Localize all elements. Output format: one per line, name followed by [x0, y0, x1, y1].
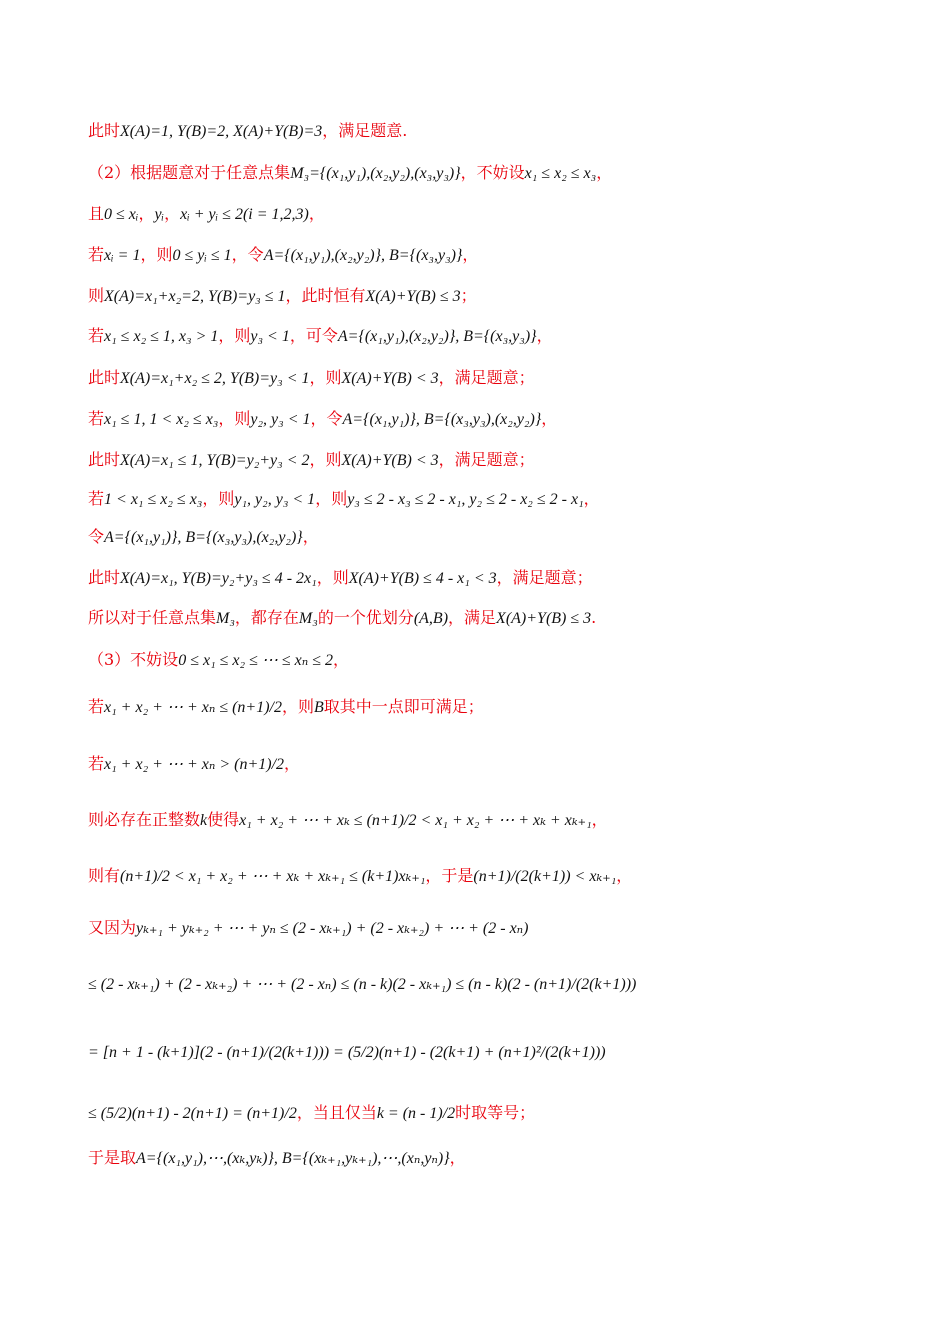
- prose-text: ，当且仅当: [296, 1103, 377, 1122]
- line-l19: [88, 916, 910, 941]
- math-expression: yₖ₊₁ + yₖ₊₂ + ⋯ + yₙ ≤ (2 - xₖ₊₁) + (2 - xₖ₊₂) + ⋯ + (2 - xₙ): [136, 920, 529, 937]
- math-expression: (n+1)/(2(k+1)) < xₖ₊₁: [473, 868, 617, 885]
- math-expression: 0 ≤ x₁ ≤ x₂ ≤ ⋯ ≤ xₙ ≤ 2: [178, 652, 334, 669]
- math-expression: X(A)+Y(B) ≤ 4 - x₁ < 3: [348, 570, 497, 587]
- prose-text: ，满足题意；: [438, 368, 535, 387]
- math-expression: X(A)=x₁+x₂=2, Y(B)=y₃ ≤ 1: [104, 288, 286, 305]
- math-expression: x₁ + x₂ + ⋯ + xₙ > (n+1)/2: [104, 756, 285, 773]
- prose-text: （2）根据题意对于任意点集: [88, 163, 291, 182]
- prose-text: ，: [302, 527, 319, 546]
- line-l22: [88, 1101, 910, 1126]
- prose-text: ，: [596, 163, 613, 182]
- prose-text: ，不妨设: [460, 163, 525, 182]
- math-expression: A={(x₁,y₁)}, B={(x₃,y₃),(x₂,y₂)}: [342, 411, 542, 428]
- prose-text: ，: [536, 326, 553, 345]
- math-expression: x₁ + x₂ + ⋯ + xₖ ≤ (n+1)/2 < x₁ + x₂ + ⋯ + xₖ + xₖ₊₁: [239, 812, 592, 829]
- prose-text: ，则: [316, 568, 349, 587]
- math-expression: 0 ≤ yᵢ ≤ 1: [172, 247, 232, 264]
- math-expression: X(A)=x₁+x₂ ≤ 2, Y(B)=y₃ < 1: [120, 370, 310, 387]
- line-l04: [88, 243, 910, 268]
- prose-text: 令: [88, 527, 105, 546]
- prose-text: ，满足题意.: [322, 121, 408, 140]
- line-l11: [88, 525, 910, 550]
- prose-text: （3）不妨设: [88, 650, 179, 669]
- prose-text: ，: [138, 204, 155, 223]
- prose-text: ，: [591, 810, 608, 829]
- math-expression: y₃ < 1: [250, 328, 290, 345]
- line-l08: [88, 407, 910, 432]
- line-l12: [88, 566, 910, 591]
- math-expression: k = (n - 1)/2: [376, 1105, 456, 1122]
- prose-text: ，此时恒有: [285, 286, 366, 305]
- prose-text: ，: [449, 1148, 466, 1167]
- math-expression: B: [314, 699, 324, 716]
- math-expression: A={(x₁,y₁),⋯,(xₖ,yₖ)}, B={(xₖ₊₁,yₖ₊₁),⋯,(xₙ,yₙ)}: [136, 1150, 450, 1167]
- prose-text: ，: [164, 204, 181, 223]
- math-expression: x₁ ≤ x₂ ≤ 1, x₃ > 1: [104, 328, 219, 345]
- prose-text: ，: [284, 754, 301, 773]
- prose-text: ，: [462, 245, 479, 264]
- math-expression: A={(x₁,y₁),(x₂,y₂)}, B={(x₃,y₃)}: [263, 247, 463, 264]
- math-expression: A={(x₁,y₁)}, B={(x₃,y₃),(x₂,y₂)}: [104, 529, 303, 546]
- prose-text: ，则: [315, 489, 348, 508]
- prose-text: 时取等号；: [455, 1103, 536, 1122]
- prose-text: ，可令: [289, 326, 338, 345]
- prose-text: 此时: [88, 121, 121, 140]
- prose-text: 于是取: [88, 1148, 137, 1167]
- prose-text: ，令: [231, 245, 264, 264]
- prose-text: 取其中一点即可满足；: [323, 697, 484, 716]
- math-expression: M₃: [298, 610, 318, 627]
- line-l01: [88, 119, 910, 144]
- math-expression: M₃: [216, 610, 235, 627]
- prose-text: 若: [88, 489, 105, 508]
- math-expression: k: [200, 812, 208, 829]
- prose-text: ，都存在: [234, 608, 299, 627]
- prose-text: ，: [583, 489, 600, 508]
- prose-text: ，满足题意；: [438, 450, 535, 469]
- math-expression: y₁, y₂, y₃ < 1: [234, 491, 316, 508]
- math-expression: X(A)+Y(B) < 3: [341, 452, 439, 469]
- prose-text: ，则: [202, 489, 235, 508]
- prose-text: 此时: [88, 568, 121, 587]
- prose-text: 若: [88, 697, 105, 716]
- line-l05: [88, 284, 910, 309]
- prose-text: 则有: [88, 866, 121, 885]
- prose-text: ，则: [140, 245, 173, 264]
- math-expression: x₁ ≤ 1, 1 < x₂ ≤ x₃: [104, 411, 219, 428]
- math-expression: X(A)+Y(B) ≤ 3: [365, 288, 461, 305]
- prose-text: 若: [88, 326, 105, 345]
- prose-text: 使得: [207, 810, 240, 829]
- math-expression: 1 < x₁ ≤ x₂ ≤ x₃: [104, 491, 203, 508]
- math-expression: 0 ≤ xᵢ: [104, 206, 139, 223]
- line-l20: [88, 972, 910, 997]
- line-l07: [88, 366, 910, 391]
- prose-text: 若: [88, 245, 105, 264]
- prose-text: ，令: [310, 409, 343, 428]
- line-l03: [88, 202, 910, 227]
- math-expression: yᵢ: [154, 206, 165, 223]
- line-l16: [88, 752, 910, 777]
- line-l13: [88, 606, 910, 631]
- prose-text: 的一个优划分: [317, 608, 414, 627]
- line-l15: [88, 695, 910, 720]
- math-expression: X(A)+Y(B) < 3: [341, 370, 439, 387]
- math-expression: (n+1)/2 < x₁ + x₂ + ⋯ + xₖ + xₖ₊₁ ≤ (k+1)xₖ₊₁: [120, 868, 426, 885]
- line-l02: [88, 161, 910, 186]
- prose-text: 且: [88, 204, 105, 223]
- prose-text: 所以对于任意点集: [88, 608, 217, 627]
- prose-text: ；: [460, 286, 477, 305]
- prose-text: ，: [308, 204, 325, 223]
- line-l09: [88, 448, 910, 473]
- math-expression: (A,B): [413, 610, 449, 627]
- math-expression: X(A)+Y(B) ≤ 3: [496, 610, 592, 627]
- line-l17: [88, 808, 910, 833]
- prose-text: ，: [333, 650, 350, 669]
- prose-text: 又因为: [88, 918, 137, 937]
- line-l23: [88, 1146, 910, 1171]
- math-expression: ≤ (5/2)(n+1) - 2(n+1) = (n+1)/2: [88, 1105, 297, 1122]
- math-expression: xᵢ + yᵢ ≤ 2(i = 1,2,3): [180, 206, 309, 223]
- prose-text: ，则: [309, 368, 342, 387]
- line-l10: [88, 487, 910, 512]
- prose-text: ，则: [218, 326, 251, 345]
- math-expression: ≤ (2 - xₖ₊₁) + (2 - xₖ₊₂) + ⋯ + (2 - xₙ) ≤ (n - k)(2 - xₖ₊₁) ≤ (n - k)(2 - (n+1)/(2(k+1))): [88, 976, 637, 993]
- prose-text: 则: [88, 286, 105, 305]
- line-l18: [88, 864, 910, 889]
- line-l06: [88, 324, 910, 349]
- prose-text: ，则: [282, 697, 315, 716]
- math-expression: X(A)=1, Y(B)=2, X(A)+Y(B)=3: [120, 123, 323, 140]
- math-expression: x₁ ≤ x₂ ≤ x₃: [524, 165, 597, 182]
- math-expression: xᵢ = 1: [104, 247, 141, 264]
- prose-text: ，则: [309, 450, 342, 469]
- prose-text: 若: [88, 754, 105, 773]
- math-expression: x₁ + x₂ + ⋯ + xₙ ≤ (n+1)/2: [104, 699, 282, 716]
- prose-text: ，: [541, 409, 558, 428]
- math-expression: M₃={(x₁,y₁),(x₂,y₂),(x₃,y₃)}: [290, 165, 461, 182]
- prose-text: ，: [616, 866, 633, 885]
- prose-text: ，满足: [448, 608, 497, 627]
- prose-text: 若: [88, 409, 105, 428]
- math-expression: A={(x₁,y₁),(x₂,y₂)}, B={(x₃,y₃)}: [337, 328, 537, 345]
- prose-text: ，满足题意；: [496, 568, 593, 587]
- math-expression: y₃ ≤ 2 - x₃ ≤ 2 - x₁, y₂ ≤ 2 - x₂ ≤ 2 - x₁: [347, 491, 584, 508]
- prose-text: ，则: [218, 409, 251, 428]
- line-l21: [88, 1040, 910, 1065]
- prose-text: 此时: [88, 368, 121, 387]
- prose-text: 则必存在正整数: [88, 810, 201, 829]
- prose-text: ，于是: [425, 866, 474, 885]
- math-expression: X(A)=x₁, Y(B)=y₂+y₃ ≤ 4 - 2x₁: [120, 570, 317, 587]
- line-l14: [88, 648, 910, 673]
- math-expression: X(A)=x₁ ≤ 1, Y(B)=y₂+y₃ < 2: [120, 452, 310, 469]
- prose-text: 此时: [88, 450, 121, 469]
- math-expression: = [n + 1 - (k+1)](2 - (n+1)/(2(k+1))) = (5/2)(n+1) - (2(k+1) + (n+1)²/(2(k+1))): [88, 1044, 606, 1061]
- prose-text: .: [591, 608, 597, 627]
- math-expression: y₂, y₃ < 1: [250, 411, 311, 428]
